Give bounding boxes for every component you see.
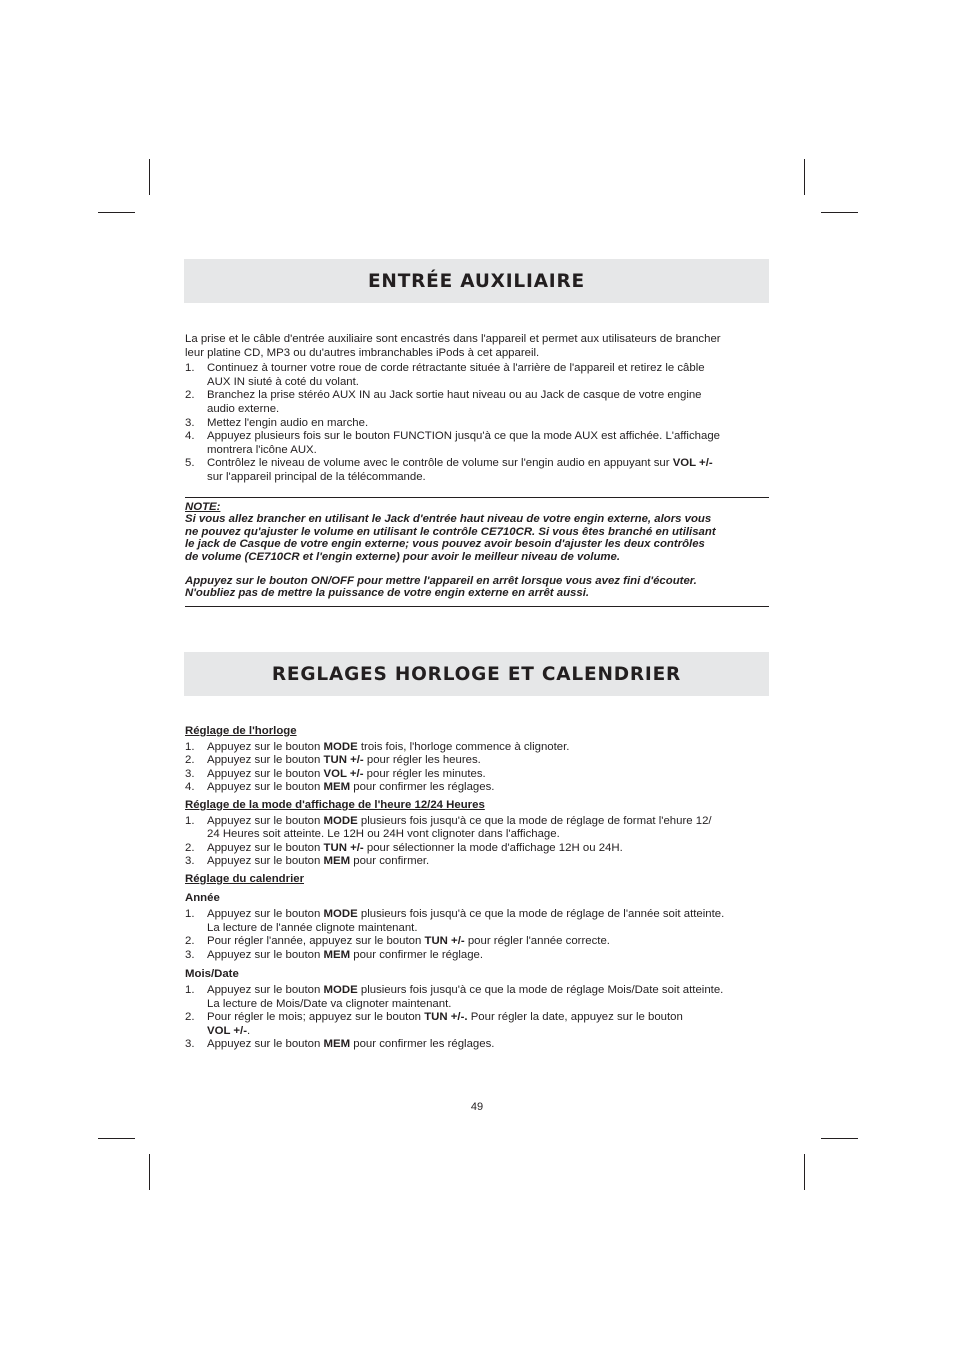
- year-steps: [185, 908, 769, 962]
- crop-mark: [149, 1154, 150, 1190]
- note-line: Si vous allez brancher en utilisant le Jack d'entrée haut niveau de votre engin externe, alors vous: [185, 513, 712, 526]
- list-item: 3. Appuyez sur le bouton VOL +/- pour régler les minutes.: [185, 767, 486, 780]
- note-line: Appuyez sur le bouton ON/OFF pour mettre l'appareil en arrêt lorsque vous avez fini d'écouter.: [185, 575, 697, 588]
- list-item: 4. Appuyez plusieurs fois sur le bouton FUNCTION jusqu'à ce que la mode AUX est affichée. L'affichage montrera l'icône AUX.: [185, 430, 720, 456]
- section-title: REGLAGES HORLOGE ET CALENDRIER: [271, 663, 682, 685]
- list-item: 3. Appuyez sur le bouton MEM pour confirmer le réglage.: [185, 948, 484, 961]
- list-item: 2. Pour régler le mois; appuyez sur le bouton TUN +/-. Pour régler la date, appuyez sur le bouton VOL +/-.: [185, 1011, 683, 1037]
- list-item: 2. Pour régler l'année, appuyez sur le bouton TUN +/- pour régler l'année correcte.: [185, 935, 610, 948]
- list-item: 2. Branchez la prise stéréo AUX IN au Jack sortie haut niveau ou au Jack de casque de votre engine audio externe.: [185, 389, 702, 415]
- note-line: le jack de Casque de votre engin externe; vous pouvez avoir besoin d'ajuster les deux contrôles: [185, 538, 705, 551]
- list-item: 2. Appuyez sur le bouton TUN +/- pour sélectionner la mode d'affichage 12H ou 24H.: [185, 841, 623, 854]
- list-item: 2. Appuyez sur le bouton TUN +/- pour régler les heures.: [185, 754, 481, 767]
- list-item: 1. Appuyez sur le bouton MODE trois fois, l'horloge commence à clignoter.: [185, 740, 570, 753]
- crop-mark: [821, 1138, 858, 1139]
- crop-mark: [804, 1154, 805, 1190]
- crop-mark: [149, 159, 150, 195]
- intro-line: La prise et le câble d'entrée auxiliaire sont encastrés dans l'appareil et permet aux utilisateurs de brancher: [185, 333, 721, 345]
- crop-mark: [821, 212, 858, 213]
- section-banner-clock: [184, 652, 769, 696]
- list-item: 1. Continuez à tourner votre roue de corde rétractante située à l'arrière de l'appareil et retirez le câble AUX IN siuté à coté du volant.: [185, 362, 705, 388]
- date-label: Mois/Date: [185, 967, 239, 980]
- year-label: Année: [185, 891, 220, 904]
- list-item: 1. Appuyez sur le bouton MODE plusieurs fois jusqu'à ce que la mode de réglage de l'année soit atteinte. La lecture de l'année clignote maintenant.: [185, 908, 725, 934]
- note-title: NOTE:: [185, 501, 221, 513]
- list-item: 4. Appuyez sur le bouton MEM pour confirmer les réglages.: [185, 781, 495, 794]
- note-box: [185, 497, 769, 607]
- note-line: de volume (CE710CR et l'engin externe) pour avoir le meilleur niveau de volume.: [185, 550, 621, 563]
- intro-line: leur platine CD, MP3 ou du'autres imbranchables iPods à cet appareil.: [185, 346, 540, 359]
- format-steps: [185, 815, 769, 869]
- crop-mark: [98, 1138, 135, 1139]
- date-steps: [185, 984, 769, 1052]
- page-number: 49: [470, 1101, 484, 1113]
- aux-body: [185, 333, 769, 485]
- list-item: 3. Appuyez sur le bouton MEM pour confirmer.: [185, 855, 430, 868]
- crop-mark: [804, 159, 805, 195]
- note-line: ne pouvez qu'ajuster le volume en utilisant le contrôle CE710CR. Si vous êtes branché en utilisant: [185, 525, 716, 538]
- list-item: 5. Contrôlez le niveau de volume avec le contrôle de volume sur l'engin audio en appuyant sur VOL +/- sur l'appareil principal de la télécommande.: [185, 457, 713, 483]
- clock-body: [185, 721, 769, 1052]
- list-item: 3. Mettez l'engin audio en marche.: [185, 416, 369, 429]
- section-banner-aux: [184, 259, 769, 303]
- note-line: N'oubliez pas de mettre la puissance de votre engin externe en arrêt aussi.: [185, 587, 590, 600]
- crop-mark: [98, 212, 135, 213]
- subheading: Réglage du calendrier: [185, 872, 305, 885]
- clock-steps: [185, 741, 769, 795]
- section-title: ENTRÉE AUXILIAIRE: [368, 270, 585, 292]
- list-item: 1. Appuyez sur le bouton MODE plusieurs fois jusqu'à ce que la mode de réglage de format l'ehure 12/ 24 Heures soit atteinte. Le 12H ou 24H vont clignoter dans l'affichage.: [185, 814, 712, 841]
- subheading: Réglage de la mode d'affichage de l'heure 12/24 Heures: [185, 798, 485, 811]
- subheading: Réglage de l'horloge: [185, 725, 297, 737]
- aux-steps: [185, 362, 769, 484]
- list-item: 3. Appuyez sur le bouton MEM pour confirmer les réglages.: [185, 1038, 495, 1051]
- list-item: 1. Appuyez sur le bouton MODE plusieurs fois jusqu'à ce que la mode de réglage Mois/Date soit atteinte. La lecture de Mois/Date va clignoter maintenant.: [185, 984, 724, 1010]
